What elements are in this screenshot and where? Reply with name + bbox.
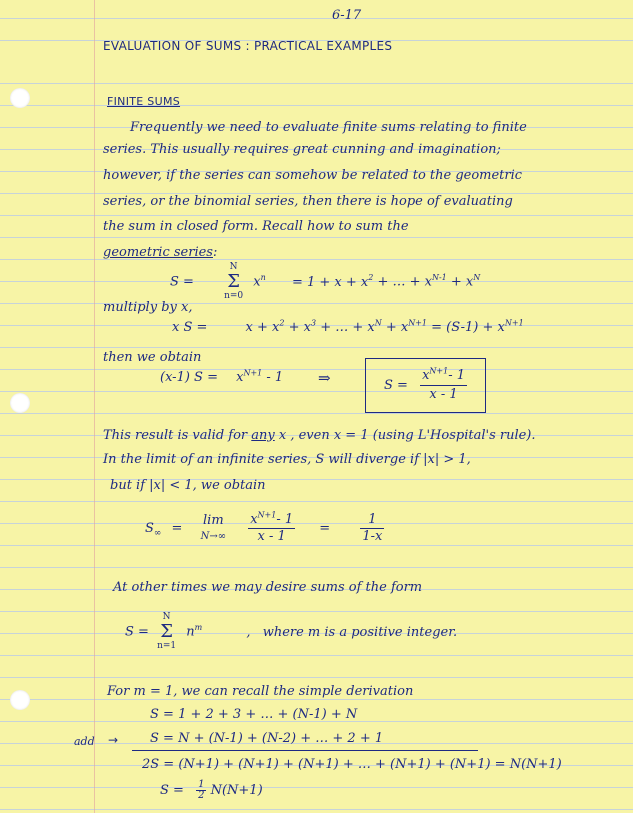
eq3-rhs-exp: N+1 bbox=[243, 368, 263, 378]
paragraph-line-5: the sum in closed form. Recall how to sum the bbox=[103, 219, 409, 234]
derivation-intro: For m = 1, we can recall the simple derivation bbox=[107, 684, 414, 699]
summation-symbol-2 bbox=[157, 612, 176, 652]
geometric-colon: : bbox=[212, 245, 218, 260]
paragraph-line-1: Frequently we need to evaluate finite sums relating to finite bbox=[130, 120, 527, 135]
eq2-rhs-d: + x bbox=[385, 320, 409, 335]
summation-symbol bbox=[224, 262, 243, 302]
box-lhs: S = bbox=[384, 378, 408, 393]
obtain-line: then we obtain bbox=[103, 350, 202, 365]
equation-infinite-sum bbox=[145, 512, 384, 545]
equation-power-sum bbox=[125, 612, 457, 652]
multiply-line: multiply by x, bbox=[103, 300, 193, 315]
final-result bbox=[160, 780, 263, 801]
eq2-rhs-a: x + x bbox=[245, 320, 280, 335]
other-times-line: At other times we may desire sums of the form bbox=[113, 580, 423, 595]
eq2-rhs-c-exp: N bbox=[374, 318, 382, 328]
eq4-lhs-sub: ∞ bbox=[153, 528, 162, 539]
eq5-sum-top: N bbox=[162, 612, 171, 622]
add-label: add bbox=[74, 735, 95, 748]
sum-rule-line bbox=[132, 750, 478, 751]
final-half-den: 2 bbox=[198, 790, 205, 801]
implies-arrow-icon: ⇒ bbox=[318, 369, 331, 387]
final-lhs: S = bbox=[160, 783, 184, 798]
paragraph-line-2: series. This usually requires great cunning and imagination; bbox=[103, 142, 501, 157]
equation-closed-form bbox=[160, 370, 283, 386]
page-title: EVALUATION OF SUMS : PRACTICAL EXAMPLES bbox=[103, 39, 393, 53]
equation-geometric-sum bbox=[170, 262, 480, 302]
eq2-rhs-d-exp: N+1 bbox=[408, 318, 428, 328]
eq1-sum-top: N bbox=[229, 262, 238, 272]
eq4-num-exp: N+1 bbox=[257, 510, 277, 520]
derivation-line-1: S = 1 + 2 + 3 + … + (N-1) + N bbox=[150, 707, 358, 722]
eq5-term-exp: m bbox=[194, 623, 203, 633]
eq5-lhs: S = bbox=[125, 624, 149, 640]
paragraph-line-3: however, if the series can somehow be related to the geometric bbox=[103, 168, 523, 183]
eq4-eq: = bbox=[171, 521, 183, 536]
eq3-rhs: x bbox=[236, 370, 244, 385]
eq5-where: where m is a positive integer. bbox=[262, 624, 458, 640]
eq2-rhs-b-exp: 3 bbox=[310, 318, 317, 328]
eq4-denominator-2: 1-x bbox=[362, 529, 383, 544]
result-line-1-a: This result is valid for bbox=[103, 428, 252, 443]
result-line-1-any: any bbox=[251, 428, 275, 443]
derivation-line-2: S = N + (N-1) + (N-2) + … + 2 + 1 bbox=[150, 731, 384, 746]
eq1-rhs-a-exp: 2 bbox=[368, 273, 374, 283]
eq4-lim: lim bbox=[203, 512, 224, 528]
sigma-icon-2: Σ bbox=[160, 621, 173, 642]
geometric-series-text: geometric series bbox=[103, 245, 213, 260]
margin-line bbox=[94, 0, 95, 813]
eq4-fraction bbox=[248, 512, 295, 545]
eq1-rhs-c: + x bbox=[450, 274, 474, 290]
final-half bbox=[196, 780, 206, 801]
eq1-rhs-a: = 1 + x + x bbox=[291, 274, 369, 290]
eq2-rhs-e-exp: N+1 bbox=[504, 318, 524, 328]
eq1-lhs: S = bbox=[170, 274, 194, 290]
eq3-rhs-tail: - 1 bbox=[266, 370, 284, 385]
box-numerator bbox=[420, 367, 467, 386]
binder-hole-middle bbox=[10, 393, 30, 413]
eq4-num-x: x bbox=[250, 512, 258, 527]
eq1-sum-bottom: n=0 bbox=[224, 291, 244, 301]
paragraph-line-4: series, or the binomial series, then there is hope of evaluating bbox=[103, 194, 513, 209]
final-half-num: 1 bbox=[198, 779, 205, 790]
eq4-num-tail: - 1 bbox=[276, 512, 294, 527]
box-fraction bbox=[420, 367, 467, 404]
derivation-line-3: 2S = (N+1) + (N+1) + (N+1) + … + (N+1) + (N+1) = N(N+1) bbox=[142, 757, 562, 772]
eq1-term: x bbox=[253, 274, 261, 290]
result-line-3: but if |x| < 1, we obtain bbox=[110, 478, 266, 493]
arrow-right-icon: → bbox=[108, 733, 119, 747]
result-line-1-b: x , even x = 1 (using L'Hospital's rule). bbox=[274, 428, 536, 443]
eq4-lim-sub: N→∞ bbox=[200, 530, 227, 542]
boxed-result bbox=[365, 358, 486, 413]
sigma-icon: Σ bbox=[227, 271, 240, 292]
result-line-2: In the limit of an infinite series, S will diverge if |x| > 1, bbox=[103, 452, 471, 467]
box-num-x: x bbox=[422, 368, 430, 383]
eq4-numerator bbox=[248, 512, 295, 529]
eq4-numerator-2: 1 bbox=[360, 512, 384, 529]
eq1-rhs-b-exp: N-1 bbox=[431, 273, 447, 283]
eq2-rhs-b: + x bbox=[288, 320, 311, 335]
final-rhs: N(N+1) bbox=[210, 783, 263, 798]
equation-xs bbox=[172, 320, 524, 336]
eq4-fraction-2 bbox=[360, 512, 384, 545]
box-num-tail: - 1 bbox=[448, 368, 466, 383]
eq5-comma: , bbox=[246, 624, 251, 640]
eq4-lhs: S bbox=[145, 521, 154, 536]
box-num-exp: N+1 bbox=[429, 366, 449, 376]
result-line-1 bbox=[103, 428, 536, 444]
section-heading: FINITE SUMS bbox=[107, 95, 181, 108]
eq1-term-exp: n bbox=[260, 273, 266, 283]
eq4-eq2: = bbox=[319, 521, 331, 536]
geometric-series-label bbox=[103, 245, 217, 261]
eq2-rhs-c: + … + x bbox=[320, 320, 375, 335]
eq2-lhs: x S = bbox=[172, 320, 208, 335]
eq1-rhs-b: + … + x bbox=[377, 274, 432, 290]
limit-block bbox=[201, 513, 226, 545]
eq3-lhs: (x-1) S = bbox=[160, 370, 218, 385]
binder-hole-top bbox=[10, 88, 30, 108]
eq2-rhs-a-exp: 2 bbox=[279, 318, 285, 328]
page-number: 6-17 bbox=[332, 8, 362, 23]
eq4-denominator: x - 1 bbox=[257, 529, 286, 544]
eq2-rhs-e: = (S-1) + x bbox=[431, 320, 505, 335]
binder-hole-bottom bbox=[10, 690, 30, 710]
eq5-term: n bbox=[186, 624, 195, 640]
eq5-sum-bottom: n=1 bbox=[157, 641, 177, 651]
eq1-rhs-c-exp: N bbox=[473, 273, 481, 283]
box-denominator: x - 1 bbox=[429, 387, 458, 402]
